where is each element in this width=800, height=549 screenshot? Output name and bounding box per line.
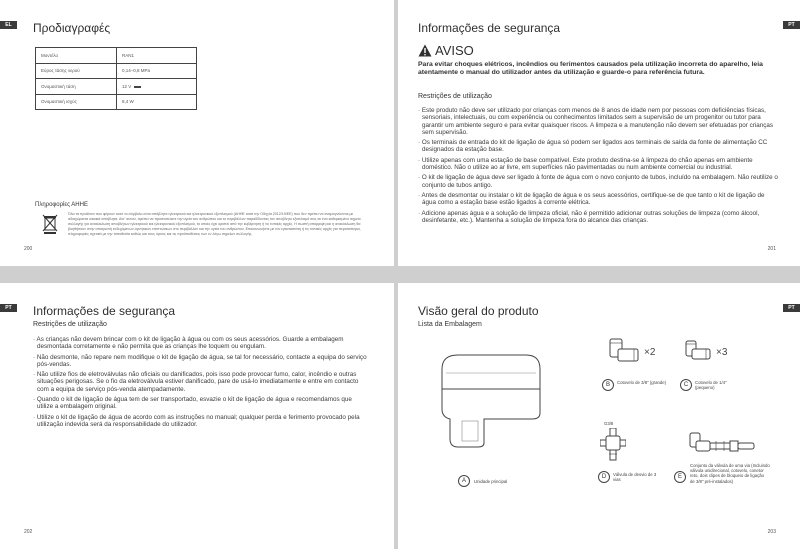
list-item: · As crianças não devem brincar com o kit de ligação à água ou com os seus acessórios. Guarde a embalagem desmontada corretamente e não permita que as crianças lhe toquem ou engulam. bbox=[33, 336, 344, 351]
page-title: Προδιαγραφές bbox=[33, 21, 111, 35]
list-item: · Quando o kit de ligação de água tem de ser transportado, esvazie o kit de ligação de água e recomendamos que utilize a embalagem original. bbox=[33, 396, 352, 411]
page-title: Informações de segurança bbox=[418, 21, 561, 35]
weee-text: Όλα τα προϊόντα που φέρουν αυτό το σύμβολο είναι απόβλητα ηλεκτρικού και ηλεκτρονικού εξοπλισμού (ΑΗΗΕ κατά την Οδηγία 2012/19/ΕΕ) που δεν πρέπει να αναμειγνύονται με αδιαχώριστα οικιακά απόβλητα. Αντ' αυτού, πρέπει να προστατεύετε την υγεία του ανθρώπου και το περιβάλλον παραδίδοντας τον απόβλητο εξοπλισμό σας σε ένα καθορισμένο σημείο συλλογής για ανακύκλωση αποβλήτων ηλεκτρικού και ηλεκτρονικού εξοπλισμού, το οποίο έχει οριστεί από την κυβέρνηση ή τις τοπικές αρχές. Η σωστή απόρριψη και η ανακύκλωση θα βοηθήσουν στην αποτροπή ενδεχόμενων αρνητικών επιπτώσεων στο περιβάλλον και την υγεία του ανθρώπου. Επικοινωνήστε με τον εγκαταστάτη ή τις τοπικές αρχές για περισσότερες πληροφορίες σχετικά με την τοποθεσία καθώς και τους όρους και τις προϋποθέσεις των εν λόγω σημείων συλλογής. bbox=[68, 212, 361, 236]
crossed-bin-icon bbox=[42, 213, 58, 235]
item-caption-e: Conjunto da válvula de uma via (Incluindo válvula unidirecional, cotovelo, conetor reto, dois clipes de bloqueio de ligação de 3/8" pré-instalados) bbox=[690, 463, 770, 484]
quantity-b: ×2 bbox=[644, 347, 656, 358]
table-row: Εύρος τάσης νερού 0,14–0,8 MPa bbox=[36, 63, 197, 79]
page-200 bbox=[0, 0, 394, 266]
warning-icon bbox=[418, 44, 432, 57]
warning-text: Para evitar choques elétricos, incêndios ou ferimentos causados pela utilização incorreta do aparelho, leia atentamente o manual do utilizador antes da utilização e guarde-o para referência futura. bbox=[418, 61, 763, 76]
language-tab: PT bbox=[0, 304, 17, 312]
weee-title: Πληροφορίες ΑΗΗΕ bbox=[35, 202, 88, 208]
section-subheading: Restrições de utilização bbox=[418, 93, 492, 100]
section-subheading: Restrições de utilização bbox=[33, 321, 107, 328]
table-row: Μοντέλο RAN1 bbox=[36, 48, 197, 64]
spec-table bbox=[35, 47, 197, 110]
list-item: · Este produto não deve ser utilizado por crianças com menos de 8 anos de idade nem por pessoas com deficiências físicas, sensoriais, intelectuais, ou com experiência ou conhecimentos limitados sem a supervisão de um progenitor ou tutor para garantir um ambiente seguro e para evitar quaisquer riscos. A limpeza e a manutenção não devem ser efetuadas por crianças sem supervisão. bbox=[418, 107, 774, 136]
language-tab: EL bbox=[0, 21, 17, 29]
list-item: · Não desmonte, não repare nem modifique o kit de ligação de água, se tal for necessário, contacte a equipa do serviço pós-vendas. bbox=[33, 353, 367, 368]
item-letter-b: B bbox=[602, 379, 614, 391]
bullet-list bbox=[418, 107, 778, 227]
bullet-list bbox=[33, 336, 368, 431]
table-row: Ονομαστική ισχύς 8,4 W bbox=[36, 94, 197, 110]
page-number: 201 bbox=[767, 246, 776, 252]
list-item: · Utilize o kit de ligação de água de acordo com as instruções no manual; qualquer perda e ferimento provocado pela utilização indevida será da responsabilidade do utilizador. bbox=[33, 413, 360, 428]
dc-symbol-icon bbox=[134, 86, 141, 88]
language-tab: PT bbox=[783, 304, 800, 312]
item-caption-c: Cotovelo de 1/4" (pequeno) bbox=[695, 380, 727, 391]
list-item: · Adicione apenas água e a solução de limpeza oficial, não é permitido adicionar outras soluções de limpeza (como álcool, desinfetante, etc.). Mantenha a solução de limpeza fora do alcance das crianças. bbox=[418, 209, 760, 224]
list-item: · Não utilize fios de eletroválvulas não oficiais ou danificados, pois isso pode provocar fumo, calor, incêndio e outras situações perigosas. Se o fio da eletroválvula estiver danificado, pare de usá-lo imediatamente e entre em contacto com a equipa de serviço pós-venda atempadamente. bbox=[33, 371, 359, 393]
elbow-small-icon bbox=[682, 339, 714, 365]
list-item: · O kit de ligação de água deve ser ligado à fonte de água com o novo conjunto de tubos, incluído na embalagem. Não reutilize o conjunto de tubos antigo. bbox=[418, 174, 778, 189]
main-unit-illustration bbox=[428, 351, 546, 451]
list-item: · Os terminais de entrada do kit de ligação de água só podem ser ligados aos terminais de saída da fonte de alimentação CC designados da estação base. bbox=[418, 139, 768, 154]
item-letter-d: D bbox=[598, 471, 610, 483]
page-number: 200 bbox=[24, 246, 33, 252]
list-item: · Utilize apenas com uma estação de base compatível. Este produto destina-se à limpeza do chão apenas em ambiente doméstico. Não o utilize ao ar livre, em superfícies não pavimentadas ou num ambiente comercial ou industrial. bbox=[418, 156, 753, 172]
warning-title: AVISO bbox=[435, 43, 474, 58]
one-way-valve-assembly-icon bbox=[686, 431, 758, 467]
page-title: Visão geral do produto bbox=[418, 304, 539, 318]
page-title: Informações de segurança bbox=[33, 304, 176, 318]
item-caption-d: Válvula de desvio de 3 vias bbox=[613, 472, 657, 483]
table-row: Ονομαστική τάση 12 V bbox=[36, 79, 197, 95]
item-letter-c: C bbox=[680, 379, 692, 391]
three-way-valve-icon bbox=[600, 428, 626, 464]
list-item: · Antes de desmontar ou instalar o kit de ligação de água e os seus acessórios, certifique-se de que tanto o kit de ligação de água como a estação base estão ligados à corrente elétrica. bbox=[418, 191, 765, 207]
page-number: 202 bbox=[24, 529, 33, 535]
quantity-c: ×3 bbox=[716, 347, 728, 358]
item-caption-b: Cotovelo de 3/8" (grande) bbox=[617, 380, 667, 385]
item-caption-a: Unidade principal bbox=[474, 479, 508, 484]
page-203 bbox=[398, 283, 800, 549]
item-letter-e: E bbox=[674, 471, 686, 483]
page-number: 203 bbox=[767, 529, 776, 535]
valve-thread-label: G3/8 bbox=[604, 421, 614, 426]
section-subheading: Lista da Embalagem bbox=[418, 321, 482, 328]
item-letter-a: A bbox=[458, 475, 470, 487]
language-tab: PT bbox=[783, 21, 800, 29]
page-201 bbox=[398, 0, 800, 266]
elbow-large-icon bbox=[606, 337, 642, 367]
page-202 bbox=[0, 283, 394, 549]
